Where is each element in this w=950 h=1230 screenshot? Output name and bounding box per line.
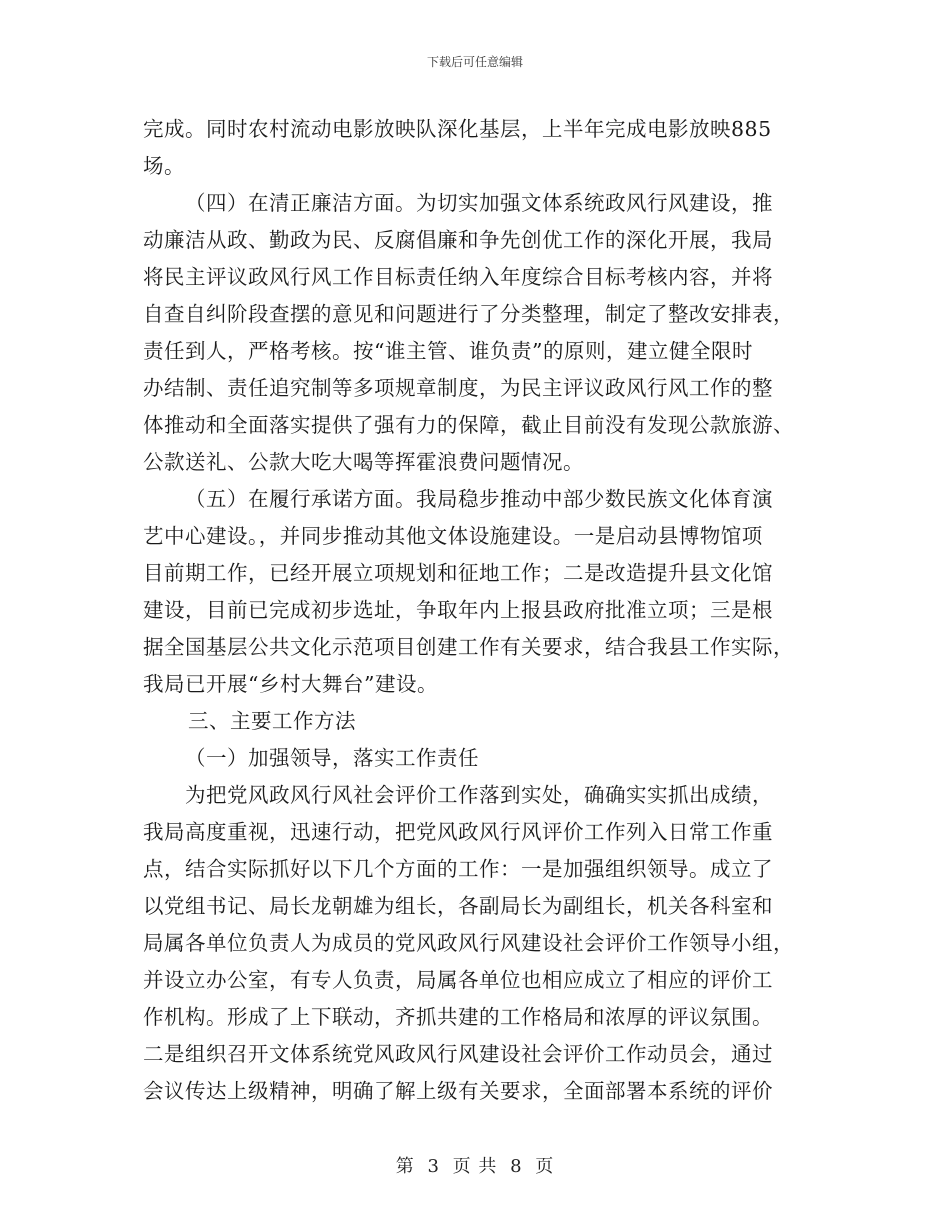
footer-prefix: 第 (395, 1156, 415, 1177)
text-line: 动廉洁从政、勤政为民、反腐倡廉和争先创优工作的深化开展，我局 (143, 228, 773, 252)
text-line: 据全国基层公共文化示范项目创建工作有关要求，结合我县工作实际， (143, 635, 794, 659)
page-number-footer (0, 1152, 950, 1178)
text-line: 体推动和全面落实提供了强有力的保障，截止目前没有发现公款旅游、 (143, 413, 794, 437)
text-line: 办结制、责任追究制等多项规章制度，为民主评议政风行风工作的整 (143, 376, 773, 400)
text-line: 目前期工作，已经开展立项规划和征地工作；二是改造提升县文化馆 (143, 561, 773, 585)
text-line: 会议传达上级精神，明确了解上级有关要求，全面部署本系统的评价 (143, 1079, 773, 1103)
section-heading: 三、主要工作方法 (188, 709, 356, 733)
paragraph-start: （四）在清正廉洁方面。为切实加强文体系统政风行风建设，推 (185, 191, 773, 215)
text-line: 建设，目前已完成初步选址，争取年内上报县政府批准立项；三是根 (143, 598, 773, 622)
text-line: 责任到人，严格考核。按“谁主管、谁负责”的原则，建立健全限时 (143, 339, 753, 363)
total-page-count: 8 (510, 1156, 523, 1177)
text-line: 点，结合实际抓好以下几个方面的工作：一是加强组织领导。成立了 (143, 857, 773, 881)
paragraph-start: 为把党风政风行风社会评价工作落到实处，确确实实抓出成绩， (185, 783, 773, 807)
text-line: 场。 (143, 154, 185, 178)
text-line: 完成。同时农村流动电影放映队深化基层，上半年完成电影放映885 (143, 117, 772, 141)
text-line: 公款送礼、公款大吃大喝等挥霍浪费问题情况。 (143, 450, 584, 474)
page-header: 下载后可任意编辑 (426, 55, 523, 69)
text-line: 并设立办公室，有专人负责，局属各单位也相应成立了相应的评价工 (143, 968, 773, 992)
footer-suffix: 页 (535, 1156, 555, 1177)
text-line: 将民主评议政风行风工作目标责任纳入年度综合目标考核内容，并将 (143, 265, 773, 289)
text-line: 作机构。形成了上下联动，齐抓共建的工作格局和浓厚的评议氛围。 (143, 1005, 773, 1029)
text-line: 自查自纠阶段查摆的意见和问题进行了分类整理，制定了整改安排表， (143, 302, 794, 326)
paragraph-start: （五）在履行承诺方面。我局稳步推动中部少数民族文化体育演 (185, 487, 773, 511)
text-line: 局属各单位负责人为成员的党风政风行风建设社会评价工作领导小组， (143, 931, 794, 955)
subsection-heading: （一）加强领导，落实工作责任 (185, 746, 479, 770)
current-page-number: 3 (427, 1156, 440, 1177)
document-body (143, 111, 813, 1110)
footer-middle: 页 共 (452, 1156, 498, 1177)
text-line: 我局已开展“乡村大舞台”建设。 (143, 672, 438, 696)
text-line: 二是组织召开文体系统党风政风行风建设社会评价工作动员会，通过 (143, 1042, 773, 1066)
text-line: 以党组书记、局长龙朝雄为组长，各副局长为副组长，机关各科室和 (143, 894, 773, 918)
text-line: 艺中心建设。，并同步推动其他文体设施建设。一是启动县博物馆项 (143, 524, 763, 548)
text-line: 我局高度重视，迅速行动，把党风政风行风评价工作列入日常工作重 (143, 820, 773, 844)
